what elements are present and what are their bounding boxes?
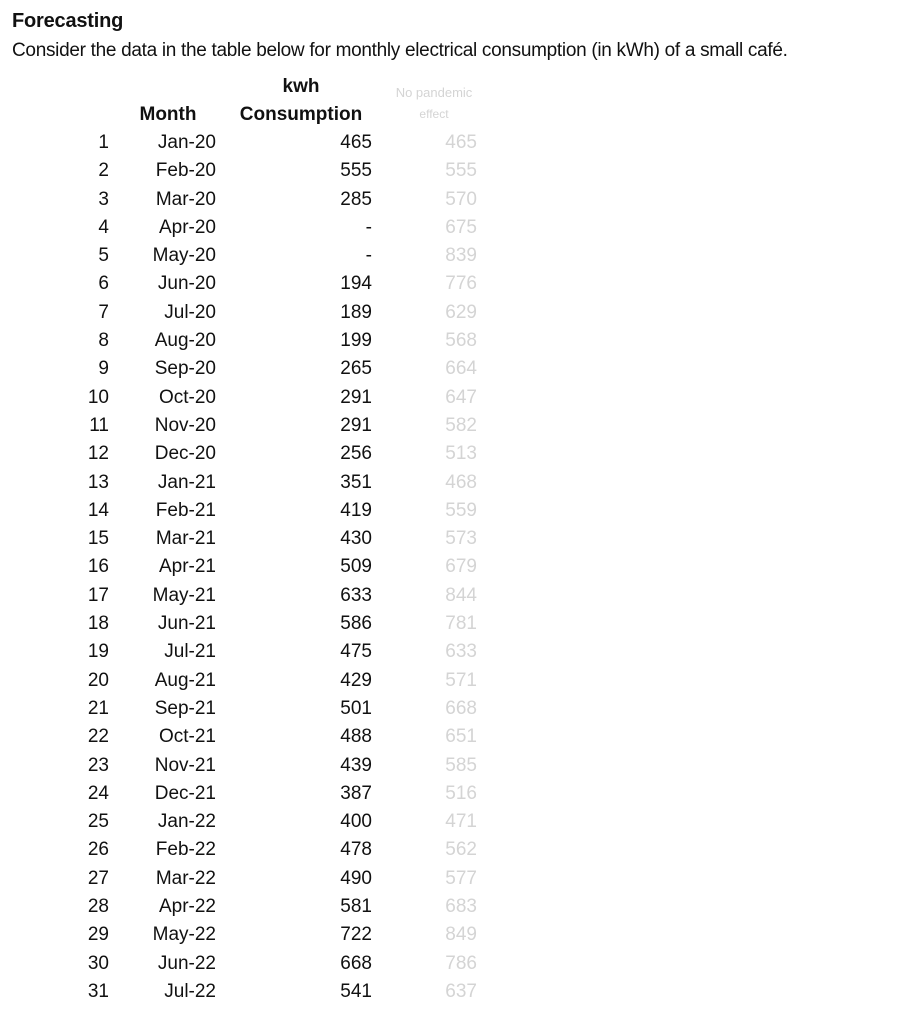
row-number: 7	[98, 301, 109, 323]
table-row	[0, 498, 906, 526]
table-row	[0, 951, 906, 979]
no-pandemic-cell: 559	[445, 499, 477, 521]
table-row	[0, 724, 906, 752]
month-cell: Jul-22	[164, 980, 216, 1002]
kwh-cell: 586	[340, 613, 372, 635]
kwh-cell: 488	[340, 726, 372, 748]
table-row	[0, 922, 906, 950]
kwh-cell: 189	[340, 301, 372, 323]
table-row	[0, 979, 906, 1007]
row-number: 22	[87, 726, 109, 748]
month-cell: Nov-20	[154, 414, 216, 436]
table-row	[0, 668, 906, 696]
row-number: 11	[89, 414, 109, 436]
table-row	[0, 554, 906, 582]
kwh-cell: 199	[340, 330, 372, 352]
data-table	[0, 130, 906, 1007]
kwh-cell: 555	[340, 160, 372, 182]
table-row	[0, 526, 906, 554]
row-number: 10	[87, 386, 109, 408]
kwh-cell: 439	[340, 754, 372, 776]
month-cell: Apr-20	[158, 216, 216, 238]
month-cell: Jun-20	[157, 273, 216, 295]
table-row	[0, 470, 906, 498]
month-cell: May-22	[152, 924, 216, 946]
row-number: 23	[87, 754, 109, 776]
row-number: 13	[87, 471, 109, 493]
no-pandemic-cell: 683	[445, 896, 477, 918]
kwh-cell: 256	[340, 443, 372, 465]
month-cell: Aug-21	[154, 669, 216, 691]
row-number: 20	[87, 669, 109, 691]
no-pandemic-cell: 570	[445, 188, 477, 210]
no-pandemic-cell: 516	[445, 782, 477, 804]
row-number: 3	[98, 188, 109, 210]
table-row	[0, 696, 906, 724]
kwh-cell: 387	[340, 782, 372, 804]
row-number: 14	[87, 499, 109, 521]
no-pandemic-cell: 568	[445, 330, 477, 352]
no-pandemic-cell: 776	[445, 273, 477, 295]
kwh-cell: 501	[340, 697, 372, 719]
month-cell: Dec-21	[154, 782, 216, 804]
table-row	[0, 809, 906, 837]
row-number: 17	[87, 584, 109, 606]
table-row	[0, 356, 906, 384]
header-consumption: Consumption	[239, 104, 363, 125]
month-cell: Mar-22	[155, 867, 216, 889]
row-number: 12	[87, 443, 109, 465]
month-cell: May-21	[152, 584, 216, 606]
kwh-cell: 419	[340, 499, 372, 521]
row-number: 26	[87, 839, 109, 861]
kwh-cell: 722	[340, 924, 372, 946]
table-row	[0, 300, 906, 328]
no-pandemic-cell: 573	[445, 528, 477, 550]
no-pandemic-cell: 555	[445, 160, 477, 182]
month-cell: Nov-21	[154, 754, 216, 776]
no-pandemic-cell: 577	[445, 867, 477, 889]
month-cell: Oct-21	[158, 726, 216, 748]
month-cell: Jun-22	[157, 952, 216, 974]
header-month: Month	[139, 104, 197, 125]
month-cell: Jul-21	[164, 641, 216, 663]
kwh-cell: 400	[340, 811, 372, 833]
row-number: 27	[87, 867, 109, 889]
table-row	[0, 158, 906, 186]
row-number: 29	[87, 924, 109, 946]
kwh-cell: 509	[340, 556, 372, 578]
month-cell: Jul-20	[164, 301, 216, 323]
kwh-cell: 490	[340, 867, 372, 889]
kwh-cell: 285	[340, 188, 372, 210]
month-cell: Jan-22	[157, 811, 216, 833]
row-number: 1	[98, 132, 109, 153]
no-pandemic-cell: 786	[445, 952, 477, 974]
header-no-pandemic: No pandemic	[395, 85, 473, 100]
month-cell: Jan-20	[157, 132, 216, 153]
table-row	[0, 894, 906, 922]
no-pandemic-cell: 679	[445, 556, 477, 578]
no-pandemic-cell: 468	[445, 471, 477, 493]
month-cell: Apr-22	[158, 896, 216, 918]
no-pandemic-cell: 471	[445, 811, 477, 833]
page-title: Forecasting	[12, 10, 124, 32]
kwh-cell: 194	[340, 273, 372, 295]
table-row	[0, 837, 906, 865]
kwh-cell: 465	[340, 132, 372, 153]
kwh-cell: 581	[340, 896, 372, 918]
no-pandemic-cell: 513	[445, 443, 477, 465]
kwh-cell: 541	[340, 980, 372, 1002]
month-cell: Feb-22	[155, 839, 216, 861]
month-cell: Mar-21	[155, 528, 216, 550]
kwh-cell: 475	[340, 641, 372, 663]
month-cell: Sep-20	[154, 358, 216, 380]
table-row	[0, 385, 906, 413]
row-number: 16	[87, 556, 109, 578]
month-cell: Oct-20	[158, 386, 216, 408]
table-row	[0, 130, 906, 158]
no-pandemic-cell: 839	[445, 245, 477, 267]
no-pandemic-cell: 668	[445, 697, 477, 719]
row-number: 4	[98, 216, 109, 238]
month-cell: May-20	[152, 245, 216, 267]
row-number: 9	[98, 358, 109, 380]
row-number: 18	[87, 613, 109, 635]
month-cell: Aug-20	[154, 330, 216, 352]
no-pandemic-cell: 571	[445, 669, 477, 691]
kwh-cell: 291	[340, 414, 372, 436]
no-pandemic-cell: 675	[445, 216, 477, 238]
row-number: 24	[87, 782, 109, 804]
kwh-cell: 668	[340, 952, 372, 974]
row-number: 28	[87, 896, 109, 918]
table-row	[0, 215, 906, 243]
no-pandemic-cell: 849	[445, 924, 477, 946]
table-row	[0, 639, 906, 667]
table-row	[0, 187, 906, 215]
kwh-cell: 633	[340, 584, 372, 606]
no-pandemic-cell: 562	[445, 839, 477, 861]
kwh-cell: 265	[340, 358, 372, 380]
row-number: 25	[87, 811, 109, 833]
kwh-cell: 429	[340, 669, 372, 691]
no-pandemic-cell: 647	[445, 386, 477, 408]
no-pandemic-cell: 465	[445, 132, 477, 153]
month-cell: Apr-21	[158, 556, 216, 578]
table-row	[0, 753, 906, 781]
month-cell: Jun-21	[157, 613, 216, 635]
table-row	[0, 781, 906, 809]
row-number: 30	[87, 952, 109, 974]
month-cell: Feb-20	[155, 160, 216, 182]
no-pandemic-cell: 629	[445, 301, 477, 323]
table-row	[0, 611, 906, 639]
table-row	[0, 271, 906, 299]
no-pandemic-cell: 585	[445, 754, 477, 776]
row-number: 2	[98, 160, 109, 182]
row-number: 15	[87, 528, 109, 550]
month-cell: Mar-20	[155, 188, 216, 210]
intro-text: Consider the data in the table below for monthly electrical consumption (in kWh) of a small café.	[12, 40, 788, 61]
header-effect: effect	[419, 107, 449, 121]
row-number: 6	[98, 273, 109, 295]
table-row	[0, 441, 906, 469]
kwh-cell: -	[365, 245, 372, 267]
kwh-cell: 478	[340, 839, 372, 861]
row-number: 21	[87, 697, 109, 719]
no-pandemic-cell: 664	[445, 358, 477, 380]
month-cell: Sep-21	[154, 697, 216, 719]
no-pandemic-cell: 582	[445, 414, 477, 436]
header-kwh: kwh	[282, 76, 320, 97]
table-row	[0, 866, 906, 894]
row-number: 5	[98, 245, 109, 267]
row-number: 8	[98, 330, 109, 352]
no-pandemic-cell: 844	[445, 584, 477, 606]
no-pandemic-cell: 637	[445, 980, 477, 1002]
month-cell: Jan-21	[157, 471, 216, 493]
row-number: 19	[87, 641, 109, 663]
no-pandemic-cell: 633	[445, 641, 477, 663]
no-pandemic-cell: 781	[445, 613, 477, 635]
table-row	[0, 328, 906, 356]
table-row	[0, 243, 906, 271]
no-pandemic-cell: 651	[445, 726, 477, 748]
table-row	[0, 583, 906, 611]
table-row	[0, 413, 906, 441]
month-cell: Feb-21	[155, 499, 216, 521]
kwh-cell: -	[365, 216, 372, 238]
row-number: 31	[87, 980, 109, 1002]
kwh-cell: 291	[340, 386, 372, 408]
month-cell: Dec-20	[154, 443, 216, 465]
kwh-cell: 351	[340, 471, 372, 493]
kwh-cell: 430	[340, 528, 372, 550]
